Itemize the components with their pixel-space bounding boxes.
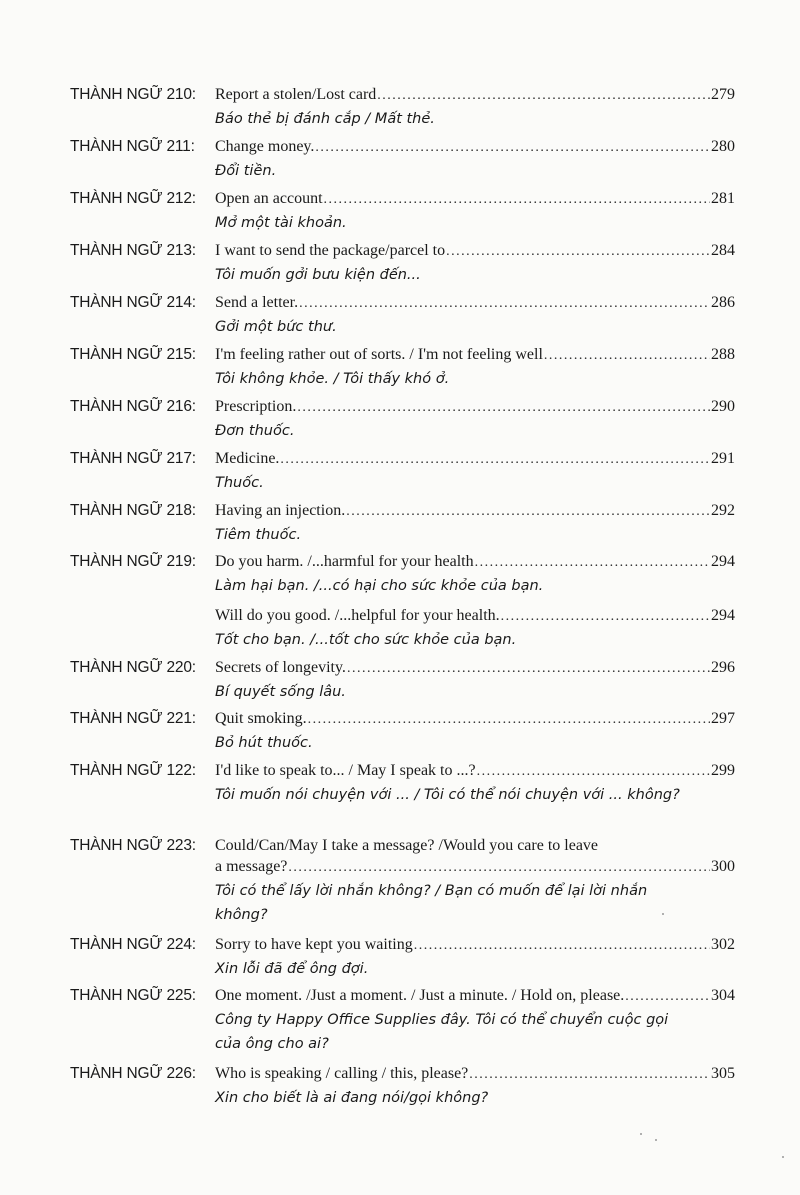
page-number: 299: [711, 762, 735, 779]
toc-item: [215, 657, 735, 704]
toc-item: [215, 240, 735, 287]
dot-leader: [625, 986, 710, 1007]
toc-item: [215, 136, 735, 183]
paper-speck: [662, 913, 664, 915]
vietnamese-translation: Mở một tài khoản.: [215, 215, 347, 231]
dot-leader: [475, 552, 710, 573]
idiom-number: THÀNH NGỮ 214:: [70, 294, 196, 311]
paper-speck: [640, 1133, 642, 1135]
dot-leader: [377, 85, 710, 106]
idiom-number: THÀNH NGỮ 219:: [70, 553, 196, 570]
dot-leader: [324, 189, 710, 210]
page-number: 294: [711, 607, 735, 624]
vietnamese-translation: Tôi muốn gởi bưu kiện đến...: [215, 267, 421, 283]
toc-item: [215, 760, 735, 807]
page-number: 305: [711, 1065, 735, 1082]
vietnamese-translation: Thuốc.: [215, 475, 264, 491]
english-phrase: a message?: [215, 858, 288, 875]
idiom-number: THÀNH NGỮ 226:: [70, 1065, 196, 1082]
toc-item: [215, 1063, 735, 1110]
toc-item: [215, 605, 735, 652]
idiom-number: THÀNH NGỮ 213:: [70, 242, 196, 259]
toc-item: [215, 188, 735, 235]
vietnamese-translation: Làm hại bạn. /...có hại cho sức khỏe của bạn.: [215, 578, 544, 594]
page-number: 286: [711, 294, 735, 311]
toc-item: [215, 292, 735, 339]
page-number: 288: [711, 346, 735, 363]
toc-item: [215, 84, 735, 131]
idiom-number: THÀNH NGỮ 216:: [70, 398, 196, 415]
idiom-number: THÀNH NGỮ 215:: [70, 346, 196, 363]
toc-item: [215, 835, 735, 927]
english-phrase: I'd like to speak to... / May I speak to ...?: [215, 762, 476, 779]
page-number: 302: [711, 936, 735, 953]
english-phrase: I want to send the package/parcel to: [215, 242, 446, 259]
vietnamese-translation: Xin lỗi đã để ông đợi.: [215, 961, 369, 977]
toc-item: [215, 344, 735, 391]
toc-item: [215, 985, 735, 1056]
page-number: 291: [711, 450, 735, 467]
english-phrase: I'm feeling rather out of sorts. / I'm not feeling well: [215, 346, 543, 363]
idiom-number: THÀNH NGỮ 210:: [70, 86, 196, 103]
page-number: 279: [711, 86, 735, 103]
english-phrase: Change money.: [215, 138, 315, 155]
idiom-number: THÀNH NGỮ 225:: [70, 987, 196, 1004]
vietnamese-translation: Gởi một bức thư.: [215, 319, 337, 335]
english-phrase: Quit smoking.: [215, 710, 307, 727]
english-phrase: Will do you good. /...helpful for your health.: [215, 607, 500, 624]
english-phrase: One moment. /Just a moment. / Just a minute. / Hold on, please.: [215, 987, 625, 1004]
idiom-number: THÀNH NGỮ 217:: [70, 450, 196, 467]
idiom-number: THÀNH NGỮ 211:: [70, 138, 195, 155]
page-number: 280: [711, 138, 735, 155]
dot-leader: [544, 345, 710, 366]
toc-item: [215, 396, 735, 443]
english-phrase: Who is speaking / calling / this, please?: [215, 1065, 469, 1082]
page-number: 284: [711, 242, 735, 259]
idiom-number: THÀNH NGỮ 122:: [70, 762, 196, 779]
idiom-number: THÀNH NGỮ 221:: [70, 710, 196, 727]
vietnamese-translation: Xin cho biết là ai đang nói/gọi không?: [215, 1090, 489, 1106]
dot-leader: [299, 293, 710, 314]
paper-speck: [655, 1139, 657, 1141]
vietnamese-translation: Đổi tiền.: [215, 163, 277, 179]
toc-item: [215, 448, 735, 495]
dot-leader: [469, 1064, 710, 1085]
vietnamese-translation: Bí quyết sống lâu.: [215, 684, 346, 700]
vietnamese-translation: Tốt cho bạn. /...tốt cho sức khỏe của bạn.: [215, 632, 517, 648]
toc-item: [215, 551, 735, 598]
page-number: 296: [711, 659, 735, 676]
idiom-number: THÀNH NGỮ 212:: [70, 190, 196, 207]
idiom-number: THÀNH NGỮ 224:: [70, 936, 196, 953]
dot-leader: [315, 137, 710, 158]
idiom-number: THÀNH NGỮ 220:: [70, 659, 196, 676]
page-number: 294: [711, 553, 735, 570]
english-phrase: Medicine.: [215, 450, 280, 467]
english-phrase: Secrets of longevity.: [215, 659, 346, 676]
english-phrase: Open an account: [215, 190, 323, 207]
dot-leader: [288, 857, 710, 878]
english-phrase: Sorry to have kept you waiting: [215, 936, 413, 953]
toc-item: [215, 708, 735, 755]
dot-leader: [346, 501, 710, 522]
page-number: 290: [711, 398, 735, 415]
vietnamese-translation: Tôi có thể lấy lời nhắn không? / Bạn có muốn để lại lời nhắn không?: [215, 883, 648, 923]
english-phrase: Prescription.: [215, 398, 297, 415]
page-number: 292: [711, 502, 735, 519]
idiom-number: THÀNH NGỮ 218:: [70, 502, 196, 519]
vietnamese-translation: Báo thẻ bị đánh cắp / Mất thẻ.: [215, 111, 435, 127]
dot-leader: [477, 761, 710, 782]
dot-leader: [501, 606, 710, 627]
vietnamese-translation: Tôi không khỏe. / Tôi thấy khó ở.: [215, 371, 450, 387]
page-number: 300: [711, 858, 735, 875]
vietnamese-translation: Công ty Happy Office Supplies đây. Tôi có thể chuyển cuộc gọi của ông cho ai?: [215, 1012, 669, 1052]
vietnamese-translation: Tiêm thuốc.: [215, 527, 302, 543]
english-phrase-line: Could/Can/May I take a message? /Would you care to leave: [215, 837, 599, 854]
dot-leader: [347, 658, 710, 679]
toc-item: [215, 500, 735, 547]
english-phrase: Having an injection.: [215, 502, 346, 519]
dot-leader: [297, 397, 710, 418]
paper-speck: [782, 1156, 784, 1158]
dot-leader: [280, 449, 710, 470]
english-phrase: Report a stolen/Lost card: [215, 86, 377, 103]
english-phrase: Send a letter.: [215, 294, 299, 311]
dot-leader: [308, 709, 710, 730]
page-number: 297: [711, 710, 735, 727]
dot-leader: [446, 241, 710, 262]
page-number: 304: [711, 987, 735, 1004]
vietnamese-translation: Bỏ hút thuốc.: [215, 735, 313, 751]
vietnamese-translation: Tôi muốn nói chuyện với ... / Tôi có thể nói chuyện với ... không?: [215, 787, 680, 803]
english-phrase: Do you harm. /...harmful for your health: [215, 553, 474, 570]
dot-leader: [414, 935, 710, 956]
toc-item: [215, 934, 735, 981]
page-number: 281: [711, 190, 735, 207]
vietnamese-translation: Đơn thuốc.: [215, 423, 295, 439]
idiom-number: THÀNH NGỮ 223:: [70, 837, 196, 854]
